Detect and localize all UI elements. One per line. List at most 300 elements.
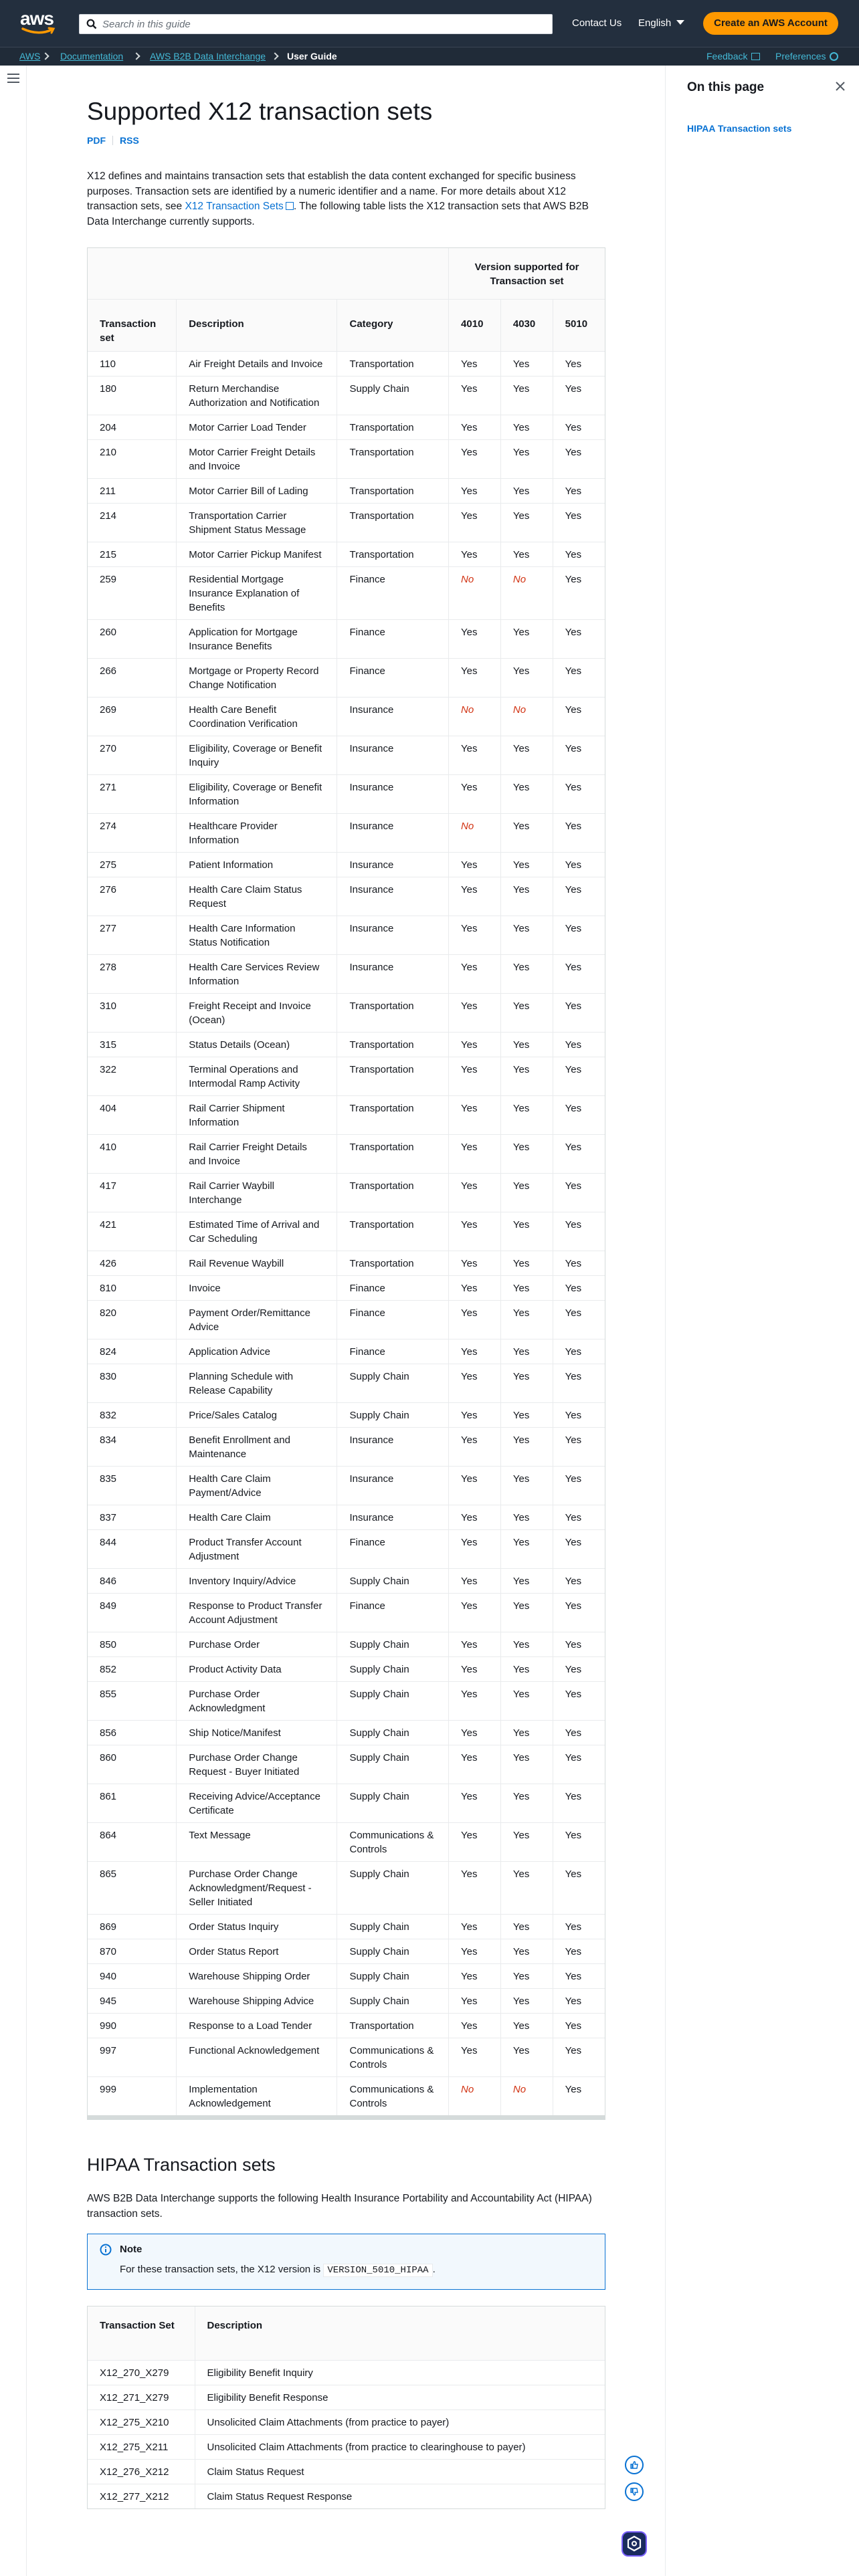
table-row (88, 2409, 605, 2434)
description-cell: Purchase Order Acknowledgment (177, 1681, 337, 1720)
version-4030-cell: Yes (500, 1656, 553, 1681)
table-row (88, 993, 605, 1032)
version-5010-cell: Yes (553, 1632, 605, 1656)
description-cell: Order Status Inquiry (177, 1914, 337, 1939)
table-row (88, 1568, 605, 1593)
col-header-transaction-set: Transaction set (88, 299, 177, 351)
transaction-set-cell: 426 (88, 1251, 177, 1275)
note-text (120, 2264, 436, 2276)
version-5010-cell: Yes (553, 1134, 605, 1173)
aws-logo-text: aws (20, 8, 54, 29)
table-row (88, 1364, 605, 1402)
category-cell: Supply Chain (337, 1745, 449, 1784)
table-row (88, 1784, 605, 1822)
category-cell: Finance (337, 658, 449, 697)
version-5010-cell: Yes (553, 1963, 605, 1988)
table-row (88, 1032, 605, 1057)
description-cell: Benefit Enrollment and Maintenance (177, 1427, 337, 1466)
table-row (88, 478, 605, 503)
search-input[interactable] (102, 15, 544, 33)
description-cell: Terminal Operations and Intermodal Ramp Activity (177, 1057, 337, 1095)
transaction-set-cell: 855 (88, 1681, 177, 1720)
version-4030-cell: Yes (500, 478, 553, 503)
version-5010-cell: Yes (553, 697, 605, 736)
table-row (88, 2076, 605, 2115)
table-row (88, 1656, 605, 1681)
version-4010-cell: Yes (449, 1720, 501, 1745)
preferences-link[interactable] (775, 51, 838, 62)
category-cell: Transportation (337, 1095, 449, 1134)
version-4010-cell: Yes (449, 503, 501, 542)
version-5010-cell: Yes (553, 1339, 605, 1364)
category-cell: Transportation (337, 1032, 449, 1057)
version-4010-cell: No (449, 813, 501, 852)
feedback-link[interactable] (706, 51, 760, 62)
transaction-set-cell: 852 (88, 1656, 177, 1681)
rss-link[interactable]: RSS (120, 135, 139, 146)
breadcrumb-user-guide: User Guide (287, 51, 337, 62)
description-cell: Price/Sales Catalog (177, 1402, 337, 1427)
hipaa-transaction-set-cell: X12_276_X212 (88, 2459, 195, 2484)
breadcrumb-b2b-data-interchange[interactable]: AWS B2B Data Interchange (150, 51, 266, 62)
version-4010-cell: Yes (449, 1939, 501, 1963)
version-4010-cell: Yes (449, 542, 501, 566)
version-code: VERSION_5010_HIPAA (323, 2264, 432, 2277)
table-row (88, 1822, 605, 1861)
description-cell: Motor Carrier Freight Details and Invoice (177, 439, 337, 478)
description-cell: Status Details (Ocean) (177, 1032, 337, 1057)
version-5010-cell: Yes (553, 1173, 605, 1212)
transaction-set-cell: 310 (88, 993, 177, 1032)
hipaa-description-cell: Eligibility Benefit Inquiry (195, 2360, 605, 2385)
transaction-set-cell: 997 (88, 2038, 177, 2076)
version-4030-cell: Yes (500, 1914, 553, 1939)
version-4030-cell: Yes (500, 1212, 553, 1251)
version-4030-cell: Yes (500, 1339, 553, 1364)
table-row (88, 2459, 605, 2484)
version-5010-cell: Yes (553, 478, 605, 503)
category-cell: Insurance (337, 1466, 449, 1505)
version-5010-cell: Yes (553, 774, 605, 813)
hipaa-description-cell: Claim Status Request Response (195, 2484, 605, 2508)
hipaa-transaction-table (87, 2306, 605, 2509)
category-cell: Transportation (337, 542, 449, 566)
version-4030-cell: Yes (500, 1720, 553, 1745)
version-4030-cell: Yes (500, 1300, 553, 1339)
description-cell: Health Care Information Status Notification (177, 916, 337, 954)
category-cell: Transportation (337, 503, 449, 542)
category-cell: Transportation (337, 415, 449, 439)
table-row (88, 1745, 605, 1784)
col-header-4030: 4030 (500, 299, 553, 351)
version-4030-cell: No (500, 566, 553, 619)
version-5010-cell: Yes (553, 1466, 605, 1505)
version-4010-cell: Yes (449, 1822, 501, 1861)
table-row (88, 1402, 605, 1427)
version-4010-cell: Yes (449, 1861, 501, 1914)
transaction-set-cell: 274 (88, 813, 177, 852)
category-cell: Supply Chain (337, 1720, 449, 1745)
category-cell: Communications & Controls (337, 2038, 449, 2076)
version-5010-cell: Yes (553, 916, 605, 954)
table-row (88, 2434, 605, 2459)
chevron-right-icon (132, 52, 140, 60)
description-cell: Return Merchandise Authorization and Notification (177, 376, 337, 415)
language-selector[interactable] (638, 17, 684, 29)
table-row (88, 1988, 605, 2013)
transaction-set-cell: 999 (88, 2076, 177, 2115)
page-title: Supported X12 transaction sets (87, 98, 433, 125)
version-4010-cell: Yes (449, 1745, 501, 1784)
intro-text-after: . The following table lists the X12 transaction sets that AWS B2B Data Interchange currently supports. (87, 201, 589, 227)
table-row (88, 852, 605, 877)
transaction-set-cell: 810 (88, 1275, 177, 1300)
description-cell: Eligibility, Coverage or Benefit Inquiry (177, 736, 337, 774)
menu-icon[interactable] (7, 74, 19, 83)
hipaa-section-title: HIPAA Transaction sets (87, 2155, 276, 2175)
version-5010-cell: Yes (553, 1720, 605, 1745)
version-4030-cell: Yes (500, 1505, 553, 1529)
version-4010-cell: Yes (449, 376, 501, 415)
description-cell: Planning Schedule with Release Capability (177, 1364, 337, 1402)
table-row (88, 1632, 605, 1656)
hipaa-transaction-set-cell: X12_271_X279 (88, 2385, 195, 2409)
version-4030-cell: Yes (500, 542, 553, 566)
version-4030-cell: Yes (500, 351, 553, 376)
category-cell: Transportation (337, 351, 449, 376)
on-this-page-link-hipaa[interactable]: HIPAA Transaction sets (687, 123, 792, 134)
version-4010-cell: Yes (449, 1339, 501, 1364)
breadcrumb-aws[interactable]: AWS (19, 51, 41, 62)
category-cell: Insurance (337, 774, 449, 813)
category-cell: Insurance (337, 852, 449, 877)
version-4030-cell: Yes (500, 439, 553, 478)
version-4030-cell: Yes (500, 736, 553, 774)
description-cell: Product Activity Data (177, 1656, 337, 1681)
x12-transaction-table (87, 247, 605, 2120)
category-cell: Supply Chain (337, 1939, 449, 1963)
version-4030-cell: Yes (500, 1988, 553, 2013)
version-4030-cell: Yes (500, 376, 553, 415)
contact-us-link[interactable]: Contact Us (572, 17, 622, 29)
transaction-set-cell: 945 (88, 1988, 177, 2013)
version-4030-cell: Yes (500, 1745, 553, 1784)
version-4030-cell: Yes (500, 813, 553, 852)
version-4030-cell: Yes (500, 1364, 553, 1402)
hipaa-transaction-set-cell: X12_275_X210 (88, 2409, 195, 2434)
amazon-q-button[interactable] (622, 2531, 647, 2557)
version-4010-cell: Yes (449, 1593, 501, 1632)
feedback-icon (751, 53, 760, 60)
version-4010-cell: Yes (449, 1251, 501, 1275)
table-row (88, 376, 605, 415)
category-cell: Transportation (337, 993, 449, 1032)
transaction-set-cell: 276 (88, 877, 177, 916)
table-row (88, 774, 605, 813)
table-row (88, 1593, 605, 1632)
category-cell: Transportation (337, 439, 449, 478)
version-4030-cell: Yes (500, 1402, 553, 1427)
gear-icon (830, 52, 838, 61)
version-4010-cell: Yes (449, 619, 501, 658)
version-4030-cell: No (500, 2076, 553, 2115)
category-cell: Supply Chain (337, 1784, 449, 1822)
version-4010-cell: Yes (449, 1095, 501, 1134)
version-4030-cell: Yes (500, 1681, 553, 1720)
search-box[interactable] (79, 14, 553, 34)
description-cell: Purchase Order Change Acknowledgment/Request - Seller Initiated (177, 1861, 337, 1914)
table-row (88, 542, 605, 566)
table-row (88, 1720, 605, 1745)
transaction-set-cell: 849 (88, 1593, 177, 1632)
intro-text: X12 defines and maintains transaction sets that establish the data content exchanged for specific business purposes. Transaction sets are identified by a numeric identifier and a name. For more details about X12 transaction sets, see (87, 171, 576, 212)
description-cell: Response to a Load Tender (177, 2013, 337, 2038)
category-cell: Communications & Controls (337, 1822, 449, 1861)
chevron-right-icon (271, 52, 278, 60)
table-row (88, 1466, 605, 1505)
transaction-set-cell: 824 (88, 1339, 177, 1364)
thumbs-up-button[interactable] (625, 2456, 644, 2474)
table-row (88, 2385, 605, 2409)
hipaa-description-cell: Eligibility Benefit Response (195, 2385, 605, 2409)
transaction-set-cell: 820 (88, 1300, 177, 1339)
hipaa-description-cell: Unsolicited Claim Attachments (from practice to payer) (195, 2409, 605, 2434)
version-4010-cell: Yes (449, 1275, 501, 1300)
version-5010-cell: Yes (553, 542, 605, 566)
version-5010-cell: Yes (553, 1939, 605, 1963)
version-5010-cell: Yes (553, 2076, 605, 2115)
info-icon (100, 2244, 112, 2256)
description-cell: Order Status Report (177, 1939, 337, 1963)
category-cell: Insurance (337, 1505, 449, 1529)
table-row (88, 1057, 605, 1095)
category-cell: Supply Chain (337, 1861, 449, 1914)
category-cell: Supply Chain (337, 1681, 449, 1720)
version-4030-cell: Yes (500, 1593, 553, 1632)
transaction-set-cell: 211 (88, 478, 177, 503)
transaction-set-cell: 266 (88, 658, 177, 697)
version-5010-cell: Yes (553, 1212, 605, 1251)
description-cell: Purchase Order (177, 1632, 337, 1656)
description-cell: Health Care Benefit Coordination Verification (177, 697, 337, 736)
version-4030-cell: Yes (500, 1173, 553, 1212)
pdf-link[interactable]: PDF (87, 135, 106, 146)
caret-down-icon (676, 20, 684, 25)
hipaa-transaction-set-cell: X12_270_X279 (88, 2360, 195, 2385)
note-box (87, 2234, 605, 2290)
version-4010-cell: Yes (449, 351, 501, 376)
version-5010-cell: Yes (553, 1568, 605, 1593)
description-cell: Motor Carrier Pickup Manifest (177, 542, 337, 566)
version-4030-cell: Yes (500, 774, 553, 813)
version-5010-cell: Yes (553, 1275, 605, 1300)
transaction-set-cell: 269 (88, 697, 177, 736)
version-5010-cell: Yes (553, 1656, 605, 1681)
table-row (88, 1275, 605, 1300)
feedback-label: Feedback (706, 51, 748, 62)
table-row (88, 1095, 605, 1134)
transaction-set-cell: 870 (88, 1939, 177, 1963)
version-4030-cell: Yes (500, 1095, 553, 1134)
version-4030-cell: Yes (500, 2038, 553, 2076)
table-row (88, 697, 605, 736)
category-cell: Supply Chain (337, 1364, 449, 1402)
transaction-set-cell: 837 (88, 1505, 177, 1529)
table-row (88, 1251, 605, 1275)
version-5010-cell: Yes (553, 1745, 605, 1784)
transaction-set-cell: 856 (88, 1720, 177, 1745)
amazon-q-icon (623, 2533, 646, 2555)
table-row (88, 1173, 605, 1212)
version-4010-cell: Yes (449, 1784, 501, 1822)
description-cell: Rail Carrier Freight Details and Invoice (177, 1134, 337, 1173)
version-4010-cell: Yes (449, 415, 501, 439)
category-cell: Transportation (337, 1057, 449, 1095)
description-cell: Health Care Claim Payment/Advice (177, 1466, 337, 1505)
transaction-set-cell: 214 (88, 503, 177, 542)
transaction-set-cell: 215 (88, 542, 177, 566)
version-4030-cell: Yes (500, 415, 553, 439)
create-aws-account-button[interactable]: Create an AWS Account (703, 12, 838, 35)
description-cell: Ship Notice/Manifest (177, 1720, 337, 1745)
version-5010-cell: Yes (553, 1914, 605, 1939)
description-cell: Warehouse Shipping Advice (177, 1988, 337, 2013)
transaction-set-cell: 860 (88, 1745, 177, 1784)
description-cell: Transportation Carrier Shipment Status Message (177, 503, 337, 542)
description-cell: Rail Revenue Waybill (177, 1251, 337, 1275)
transaction-set-cell: 865 (88, 1861, 177, 1914)
transaction-set-cell: 869 (88, 1914, 177, 1939)
version-4010-cell: Yes (449, 736, 501, 774)
table-header-spacer (88, 248, 449, 299)
transaction-set-cell: 278 (88, 954, 177, 993)
version-5010-cell: Yes (553, 503, 605, 542)
on-this-page-title: On this page (687, 80, 765, 94)
transaction-set-cell: 259 (88, 566, 177, 619)
version-5010-cell: Yes (553, 1681, 605, 1720)
table-row (88, 1427, 605, 1466)
table-scrollbar[interactable] (88, 2115, 605, 2119)
transaction-set-cell: 940 (88, 1963, 177, 1988)
version-4010-cell: Yes (449, 1963, 501, 1988)
description-cell: Application Advice (177, 1339, 337, 1364)
version-5010-cell: Yes (553, 1095, 605, 1134)
aws-logo[interactable] (20, 9, 60, 37)
version-4010-cell: Yes (449, 1914, 501, 1939)
category-cell: Insurance (337, 697, 449, 736)
chevron-right-icon (41, 52, 49, 60)
version-4030-cell: Yes (500, 658, 553, 697)
hipaa-paragraph: AWS B2B Data Interchange supports the following Health Insurance Portability and Accountability Act (HIPAA) transaction sets. (87, 2193, 592, 2220)
transaction-set-cell: 275 (88, 852, 177, 877)
version-4030-cell: Yes (500, 1057, 553, 1095)
x12-transaction-sets-link[interactable]: X12 Transaction Sets (185, 201, 284, 212)
version-5010-cell: Yes (553, 1032, 605, 1057)
thumbs-down-icon (630, 2487, 639, 2496)
version-4010-cell: Yes (449, 1427, 501, 1466)
version-4010-cell: Yes (449, 1300, 501, 1339)
category-cell: Communications & Controls (337, 2076, 449, 2115)
description-cell: Mortgage or Property Record Change Notification (177, 658, 337, 697)
language-label: English (638, 17, 672, 29)
table-row (88, 1134, 605, 1173)
category-cell: Supply Chain (337, 1656, 449, 1681)
breadcrumb-documentation[interactable]: Documentation (60, 51, 124, 62)
version-4030-cell: Yes (500, 1632, 553, 1656)
version-4010-cell: Yes (449, 1466, 501, 1505)
version-4030-cell: Yes (500, 1963, 553, 1988)
version-4010-cell: Yes (449, 1173, 501, 1212)
table-row (88, 813, 605, 852)
description-cell: Healthcare Provider Information (177, 813, 337, 852)
transaction-set-cell: 834 (88, 1427, 177, 1466)
search-icon (86, 19, 97, 29)
version-4010-cell: Yes (449, 1212, 501, 1251)
version-4030-cell: Yes (500, 1939, 553, 1963)
version-4010-cell: Yes (449, 1656, 501, 1681)
category-cell: Supply Chain (337, 1632, 449, 1656)
version-5010-cell: Yes (553, 813, 605, 852)
transaction-set-cell: 404 (88, 1095, 177, 1134)
version-4030-cell: No (500, 697, 553, 736)
left-nav-rail (0, 66, 27, 2576)
version-4010-cell: Yes (449, 1505, 501, 1529)
table-row (88, 1861, 605, 1914)
transaction-set-cell: 861 (88, 1784, 177, 1822)
version-4010-cell: Yes (449, 1134, 501, 1173)
category-cell: Transportation (337, 478, 449, 503)
version-4010-cell: Yes (449, 1057, 501, 1095)
version-4030-cell: Yes (500, 619, 553, 658)
version-5010-cell: Yes (553, 566, 605, 619)
category-cell: Insurance (337, 1427, 449, 1466)
close-icon[interactable] (834, 80, 846, 92)
category-cell: Insurance (337, 954, 449, 993)
transaction-set-cell: 990 (88, 2013, 177, 2038)
note-title: Note (120, 2244, 142, 2255)
transaction-set-cell: 315 (88, 1032, 177, 1057)
version-group-header: Version supported for Transaction set (449, 248, 605, 299)
version-4010-cell: Yes (449, 2013, 501, 2038)
thumbs-down-button[interactable] (625, 2482, 644, 2501)
table-row (88, 877, 605, 916)
version-4010-cell: Yes (449, 916, 501, 954)
description-cell: Rail Carrier Waybill Interchange (177, 1173, 337, 1212)
version-4030-cell: Yes (500, 1466, 553, 1505)
version-5010-cell: Yes (553, 1364, 605, 1402)
table-row (88, 1529, 605, 1568)
description-cell: Product Transfer Account Adjustment (177, 1529, 337, 1568)
description-cell: Invoice (177, 1275, 337, 1300)
version-5010-cell: Yes (553, 1251, 605, 1275)
table-row (88, 916, 605, 954)
category-cell: Transportation (337, 1212, 449, 1251)
category-cell: Finance (337, 1339, 449, 1364)
description-cell: Health Care Claim (177, 1505, 337, 1529)
external-link-icon (286, 202, 294, 210)
transaction-set-cell: 421 (88, 1212, 177, 1251)
version-4030-cell: Yes (500, 877, 553, 916)
version-4030-cell: Yes (500, 1822, 553, 1861)
version-5010-cell: Yes (553, 1861, 605, 1914)
description-cell: Residential Mortgage Insurance Explanation of Benefits (177, 566, 337, 619)
category-cell: Insurance (337, 877, 449, 916)
col-header-4010: 4010 (449, 299, 501, 351)
version-5010-cell: Yes (553, 1784, 605, 1822)
category-cell: Insurance (337, 916, 449, 954)
version-4030-cell: Yes (500, 1529, 553, 1568)
version-4030-cell: Yes (500, 852, 553, 877)
